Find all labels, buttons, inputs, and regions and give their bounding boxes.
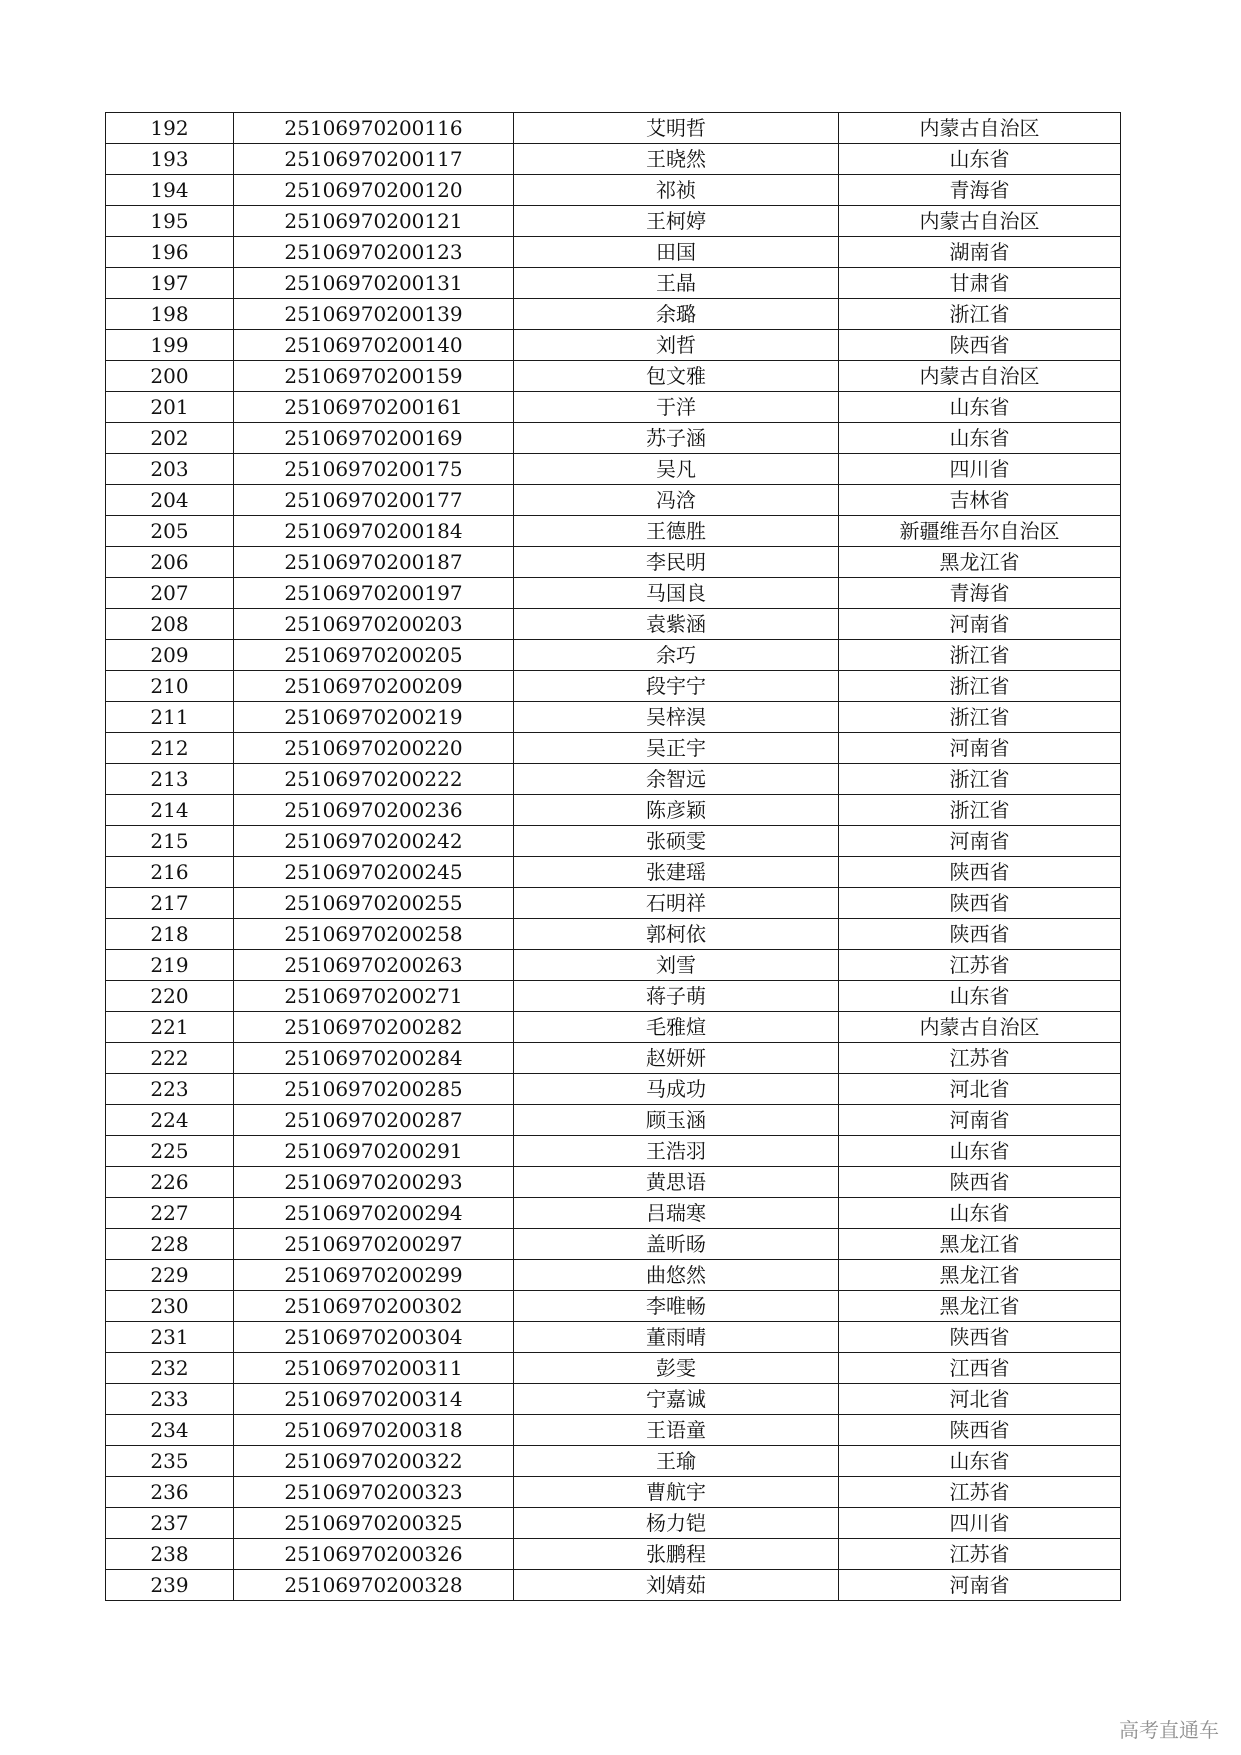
- province-cell: 河南省: [839, 826, 1121, 857]
- table-row: [106, 1260, 1121, 1291]
- table-row: [106, 826, 1121, 857]
- student-name-cell: 袁紫涵: [514, 609, 839, 640]
- province-cell: 河北省: [839, 1384, 1121, 1415]
- province-cell: 山东省: [839, 981, 1121, 1012]
- province-cell: 陕西省: [839, 1415, 1121, 1446]
- row-number-cell: 210: [106, 671, 234, 702]
- province-cell: 河南省: [839, 1570, 1121, 1601]
- student-name-cell: 宁嘉诚: [514, 1384, 839, 1415]
- candidate-id-cell: 25106970200294: [234, 1198, 514, 1229]
- row-number-cell: 203: [106, 454, 234, 485]
- candidate-id-cell: 25106970200322: [234, 1446, 514, 1477]
- province-cell: 浙江省: [839, 640, 1121, 671]
- candidate-id-cell: 25106970200140: [234, 330, 514, 361]
- table-row: [106, 1570, 1121, 1601]
- row-number-cell: 214: [106, 795, 234, 826]
- table-row: [106, 1508, 1121, 1539]
- province-cell: 浙江省: [839, 299, 1121, 330]
- candidate-id-cell: 25106970200161: [234, 392, 514, 423]
- candidate-id-cell: 25106970200314: [234, 1384, 514, 1415]
- table-row: [106, 485, 1121, 516]
- table-row: [106, 1322, 1121, 1353]
- student-name-cell: 刘雪: [514, 950, 839, 981]
- student-name-cell: 陈彦颖: [514, 795, 839, 826]
- roster-table-body: [106, 113, 1121, 1601]
- student-name-cell: 苏子涵: [514, 423, 839, 454]
- table-row: [106, 1105, 1121, 1136]
- candidate-id-cell: 25106970200325: [234, 1508, 514, 1539]
- candidate-id-cell: 25106970200311: [234, 1353, 514, 1384]
- candidate-id-cell: 25106970200220: [234, 733, 514, 764]
- student-name-cell: 吴凡: [514, 454, 839, 485]
- province-cell: 新疆维吾尔自治区: [839, 516, 1121, 547]
- province-cell: 内蒙古自治区: [839, 361, 1121, 392]
- candidate-id-cell: 25106970200285: [234, 1074, 514, 1105]
- candidate-id-cell: 25106970200299: [234, 1260, 514, 1291]
- row-number-cell: 206: [106, 547, 234, 578]
- candidate-id-cell: 25106970200123: [234, 237, 514, 268]
- table-row: [106, 702, 1121, 733]
- student-name-cell: 王语童: [514, 1415, 839, 1446]
- province-cell: 内蒙古自治区: [839, 1012, 1121, 1043]
- student-name-cell: 王德胜: [514, 516, 839, 547]
- table-row: [106, 919, 1121, 950]
- candidate-id-cell: 25106970200287: [234, 1105, 514, 1136]
- candidate-id-cell: 25106970200236: [234, 795, 514, 826]
- student-name-cell: 艾明哲: [514, 113, 839, 144]
- row-number-cell: 237: [106, 1508, 234, 1539]
- table-row: [106, 1539, 1121, 1570]
- table-row: [106, 1353, 1121, 1384]
- province-cell: 浙江省: [839, 795, 1121, 826]
- province-cell: 江苏省: [839, 1477, 1121, 1508]
- row-number-cell: 207: [106, 578, 234, 609]
- table-row: [106, 516, 1121, 547]
- student-name-cell: 曹航宇: [514, 1477, 839, 1508]
- province-cell: 河北省: [839, 1074, 1121, 1105]
- row-number-cell: 212: [106, 733, 234, 764]
- student-name-cell: 田国: [514, 237, 839, 268]
- student-name-cell: 冯浛: [514, 485, 839, 516]
- candidate-id-cell: 25106970200131: [234, 268, 514, 299]
- table-row: [106, 392, 1121, 423]
- candidate-id-cell: 25106970200159: [234, 361, 514, 392]
- province-cell: 四川省: [839, 454, 1121, 485]
- row-number-cell: 232: [106, 1353, 234, 1384]
- table-row: [106, 361, 1121, 392]
- table-row: [106, 1384, 1121, 1415]
- student-name-cell: 余璐: [514, 299, 839, 330]
- student-name-cell: 段宇宁: [514, 671, 839, 702]
- province-cell: 山东省: [839, 423, 1121, 454]
- candidate-id-cell: 25106970200291: [234, 1136, 514, 1167]
- table-row: [106, 1167, 1121, 1198]
- table-row: [106, 857, 1121, 888]
- student-name-cell: 盖昕旸: [514, 1229, 839, 1260]
- row-number-cell: 197: [106, 268, 234, 299]
- province-cell: 河南省: [839, 733, 1121, 764]
- province-cell: 河南省: [839, 1105, 1121, 1136]
- row-number-cell: 223: [106, 1074, 234, 1105]
- candidate-id-cell: 25106970200184: [234, 516, 514, 547]
- province-cell: 黑龙江省: [839, 1260, 1121, 1291]
- province-cell: 陕西省: [839, 919, 1121, 950]
- row-number-cell: 199: [106, 330, 234, 361]
- table-row: [106, 144, 1121, 175]
- student-name-cell: 包文雅: [514, 361, 839, 392]
- table-row: [106, 1229, 1121, 1260]
- row-number-cell: 226: [106, 1167, 234, 1198]
- province-cell: 青海省: [839, 175, 1121, 206]
- province-cell: 浙江省: [839, 764, 1121, 795]
- candidate-id-cell: 25106970200258: [234, 919, 514, 950]
- province-cell: 山东省: [839, 392, 1121, 423]
- student-name-cell: 毛雅煊: [514, 1012, 839, 1043]
- province-cell: 陕西省: [839, 1322, 1121, 1353]
- student-name-cell: 张硕雯: [514, 826, 839, 857]
- student-name-cell: 李民明: [514, 547, 839, 578]
- candidate-id-cell: 25106970200222: [234, 764, 514, 795]
- row-number-cell: 201: [106, 392, 234, 423]
- student-name-cell: 余巧: [514, 640, 839, 671]
- row-number-cell: 220: [106, 981, 234, 1012]
- province-cell: 江苏省: [839, 1539, 1121, 1570]
- table-row: [106, 423, 1121, 454]
- student-name-cell: 董雨晴: [514, 1322, 839, 1353]
- candidate-id-cell: 25106970200121: [234, 206, 514, 237]
- student-name-cell: 王柯婷: [514, 206, 839, 237]
- table-row: [106, 299, 1121, 330]
- student-name-cell: 杨力铠: [514, 1508, 839, 1539]
- candidate-id-cell: 25106970200197: [234, 578, 514, 609]
- province-cell: 山东省: [839, 1198, 1121, 1229]
- candidate-id-cell: 25106970200203: [234, 609, 514, 640]
- row-number-cell: 219: [106, 950, 234, 981]
- row-number-cell: 235: [106, 1446, 234, 1477]
- candidate-id-cell: 25106970200139: [234, 299, 514, 330]
- table-row: [106, 981, 1121, 1012]
- candidate-id-cell: 25106970200209: [234, 671, 514, 702]
- table-row: [106, 1415, 1121, 1446]
- candidate-id-cell: 25106970200282: [234, 1012, 514, 1043]
- row-number-cell: 229: [106, 1260, 234, 1291]
- province-cell: 江苏省: [839, 1043, 1121, 1074]
- candidate-id-cell: 25106970200297: [234, 1229, 514, 1260]
- row-number-cell: 236: [106, 1477, 234, 1508]
- student-name-cell: 张鹏程: [514, 1539, 839, 1570]
- student-name-cell: 蒋子萌: [514, 981, 839, 1012]
- roster-table-container: [105, 112, 1121, 1601]
- row-number-cell: 216: [106, 857, 234, 888]
- table-row: [106, 237, 1121, 268]
- candidate-id-cell: 25106970200175: [234, 454, 514, 485]
- province-cell: 内蒙古自治区: [839, 113, 1121, 144]
- province-cell: 山东省: [839, 1446, 1121, 1477]
- candidate-id-cell: 25106970200302: [234, 1291, 514, 1322]
- province-cell: 浙江省: [839, 702, 1121, 733]
- table-row: [106, 330, 1121, 361]
- table-row: [106, 113, 1121, 144]
- table-row: [106, 609, 1121, 640]
- table-row: [106, 1012, 1121, 1043]
- province-cell: 江苏省: [839, 950, 1121, 981]
- candidate-id-cell: 25106970200120: [234, 175, 514, 206]
- student-name-cell: 余智远: [514, 764, 839, 795]
- candidate-id-cell: 25106970200242: [234, 826, 514, 857]
- student-name-cell: 祁祯: [514, 175, 839, 206]
- candidate-id-cell: 25106970200271: [234, 981, 514, 1012]
- student-name-cell: 吴正宇: [514, 733, 839, 764]
- student-name-cell: 马国良: [514, 578, 839, 609]
- row-number-cell: 193: [106, 144, 234, 175]
- row-number-cell: 195: [106, 206, 234, 237]
- table-row: [106, 1291, 1121, 1322]
- row-number-cell: 224: [106, 1105, 234, 1136]
- province-cell: 内蒙古自治区: [839, 206, 1121, 237]
- row-number-cell: 230: [106, 1291, 234, 1322]
- table-row: [106, 1477, 1121, 1508]
- student-name-cell: 李唯畅: [514, 1291, 839, 1322]
- table-row: [106, 206, 1121, 237]
- candidate-id-cell: 25106970200187: [234, 547, 514, 578]
- table-row: [106, 578, 1121, 609]
- province-cell: 陕西省: [839, 330, 1121, 361]
- table-row: [106, 888, 1121, 919]
- student-name-cell: 刘婧茹: [514, 1570, 839, 1601]
- table-row: [106, 268, 1121, 299]
- student-name-cell: 于洋: [514, 392, 839, 423]
- student-name-cell: 王浩羽: [514, 1136, 839, 1167]
- student-name-cell: 石明祥: [514, 888, 839, 919]
- candidate-id-cell: 25106970200304: [234, 1322, 514, 1353]
- roster-table: [105, 112, 1121, 1601]
- candidate-id-cell: 25106970200219: [234, 702, 514, 733]
- province-cell: 山东省: [839, 144, 1121, 175]
- row-number-cell: 208: [106, 609, 234, 640]
- table-row: [106, 795, 1121, 826]
- row-number-cell: 218: [106, 919, 234, 950]
- row-number-cell: 192: [106, 113, 234, 144]
- table-row: [106, 950, 1121, 981]
- candidate-id-cell: 25106970200284: [234, 1043, 514, 1074]
- row-number-cell: 204: [106, 485, 234, 516]
- candidate-id-cell: 25106970200263: [234, 950, 514, 981]
- table-row: [106, 1136, 1121, 1167]
- province-cell: 河南省: [839, 609, 1121, 640]
- watermark-text: 高考直通车: [1119, 1718, 1219, 1742]
- row-number-cell: 215: [106, 826, 234, 857]
- row-number-cell: 228: [106, 1229, 234, 1260]
- row-number-cell: 221: [106, 1012, 234, 1043]
- table-row: [106, 1043, 1121, 1074]
- province-cell: 陕西省: [839, 857, 1121, 888]
- table-row: [106, 1446, 1121, 1477]
- candidate-id-cell: 25106970200205: [234, 640, 514, 671]
- province-cell: 江西省: [839, 1353, 1121, 1384]
- student-name-cell: 马成功: [514, 1074, 839, 1105]
- row-number-cell: 234: [106, 1415, 234, 1446]
- student-name-cell: 王瑜: [514, 1446, 839, 1477]
- row-number-cell: 217: [106, 888, 234, 919]
- candidate-id-cell: 25106970200293: [234, 1167, 514, 1198]
- candidate-id-cell: 25106970200326: [234, 1539, 514, 1570]
- row-number-cell: 225: [106, 1136, 234, 1167]
- province-cell: 吉林省: [839, 485, 1121, 516]
- row-number-cell: 231: [106, 1322, 234, 1353]
- student-name-cell: 张建瑶: [514, 857, 839, 888]
- table-row: [106, 733, 1121, 764]
- table-row: [106, 764, 1121, 795]
- row-number-cell: 200: [106, 361, 234, 392]
- table-row: [106, 640, 1121, 671]
- province-cell: 浙江省: [839, 671, 1121, 702]
- student-name-cell: 黄思语: [514, 1167, 839, 1198]
- table-row: [106, 1074, 1121, 1105]
- student-name-cell: 彭雯: [514, 1353, 839, 1384]
- candidate-id-cell: 25106970200255: [234, 888, 514, 919]
- row-number-cell: 238: [106, 1539, 234, 1570]
- student-name-cell: 顾玉涵: [514, 1105, 839, 1136]
- province-cell: 陕西省: [839, 888, 1121, 919]
- student-name-cell: 吴梓淏: [514, 702, 839, 733]
- candidate-id-cell: 25106970200323: [234, 1477, 514, 1508]
- candidate-id-cell: 25106970200328: [234, 1570, 514, 1601]
- candidate-id-cell: 25106970200245: [234, 857, 514, 888]
- candidate-id-cell: 25106970200318: [234, 1415, 514, 1446]
- table-row: [106, 671, 1121, 702]
- province-cell: 四川省: [839, 1508, 1121, 1539]
- student-name-cell: 王晶: [514, 268, 839, 299]
- row-number-cell: 196: [106, 237, 234, 268]
- table-row: [106, 547, 1121, 578]
- province-cell: 黑龙江省: [839, 547, 1121, 578]
- row-number-cell: 211: [106, 702, 234, 733]
- row-number-cell: 205: [106, 516, 234, 547]
- table-row: [106, 1198, 1121, 1229]
- row-number-cell: 213: [106, 764, 234, 795]
- row-number-cell: 227: [106, 1198, 234, 1229]
- row-number-cell: 233: [106, 1384, 234, 1415]
- student-name-cell: 曲悠然: [514, 1260, 839, 1291]
- row-number-cell: 222: [106, 1043, 234, 1074]
- table-row: [106, 454, 1121, 485]
- province-cell: 甘肃省: [839, 268, 1121, 299]
- candidate-id-cell: 25106970200177: [234, 485, 514, 516]
- candidate-id-cell: 25106970200169: [234, 423, 514, 454]
- row-number-cell: 194: [106, 175, 234, 206]
- student-name-cell: 刘哲: [514, 330, 839, 361]
- student-name-cell: 赵妍妍: [514, 1043, 839, 1074]
- province-cell: 青海省: [839, 578, 1121, 609]
- table-row: [106, 175, 1121, 206]
- candidate-id-cell: 25106970200116: [234, 113, 514, 144]
- student-name-cell: 王晓然: [514, 144, 839, 175]
- row-number-cell: 209: [106, 640, 234, 671]
- province-cell: 湖南省: [839, 237, 1121, 268]
- province-cell: 陕西省: [839, 1167, 1121, 1198]
- row-number-cell: 198: [106, 299, 234, 330]
- province-cell: 黑龙江省: [839, 1291, 1121, 1322]
- row-number-cell: 239: [106, 1570, 234, 1601]
- province-cell: 黑龙江省: [839, 1229, 1121, 1260]
- student-name-cell: 吕瑞寒: [514, 1198, 839, 1229]
- row-number-cell: 202: [106, 423, 234, 454]
- student-name-cell: 郭柯依: [514, 919, 839, 950]
- candidate-id-cell: 25106970200117: [234, 144, 514, 175]
- province-cell: 山东省: [839, 1136, 1121, 1167]
